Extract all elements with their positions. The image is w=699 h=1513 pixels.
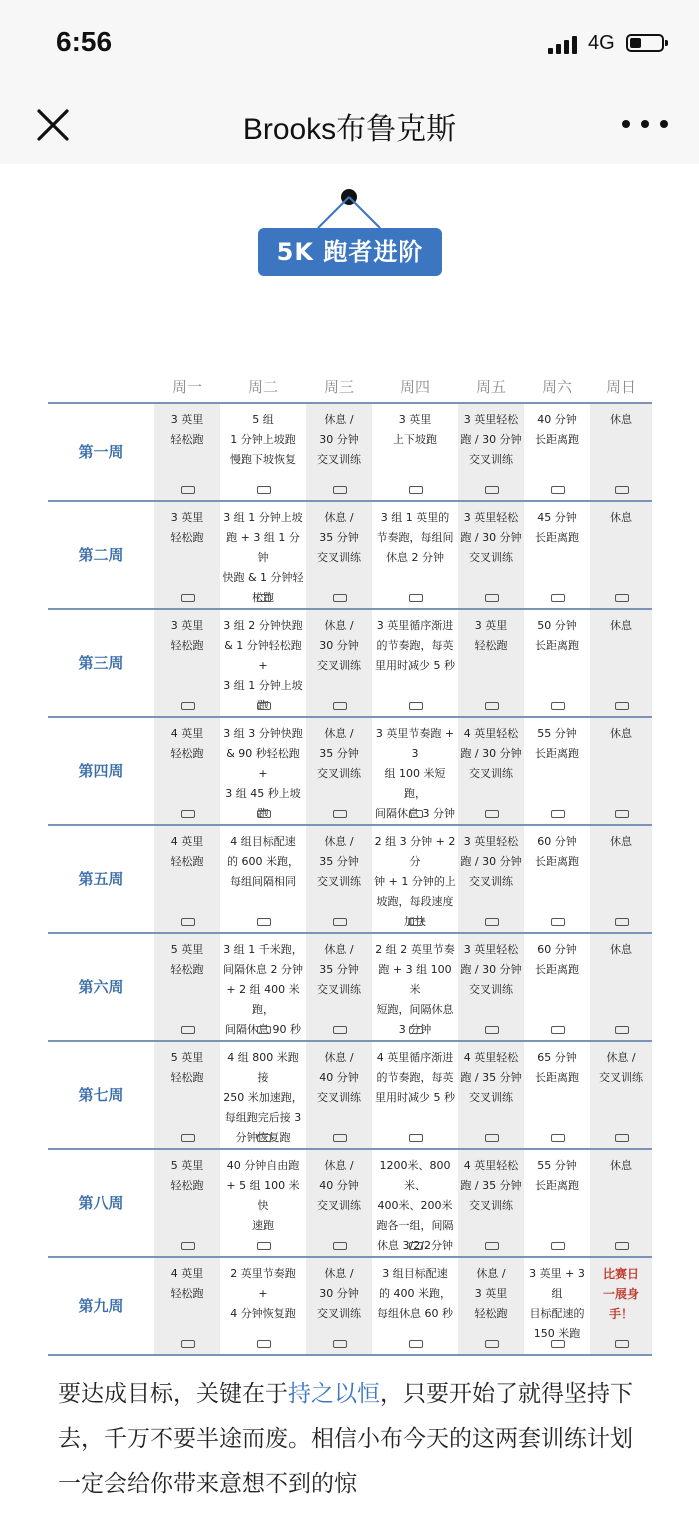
- checkbox-icon: [257, 1242, 271, 1250]
- header-day: 周一: [171, 377, 202, 396]
- plan-cell: [306, 1257, 372, 1355]
- header-day: 周五: [475, 377, 506, 396]
- plan-cell: [458, 403, 524, 501]
- plan-cell-text: 65 分钟 长距离跑: [535, 1051, 579, 1084]
- article-highlight: 持之以恒: [288, 1381, 380, 1407]
- checkbox-icon: [615, 1242, 629, 1250]
- more-dot-icon: [660, 120, 668, 128]
- checkbox-icon: [333, 486, 347, 494]
- plan-cell: [590, 1257, 652, 1355]
- plan-cell: [458, 1041, 524, 1149]
- checkbox-icon: [485, 1134, 499, 1142]
- plan-cell-text: 休息 / 40 分钟 交叉训练: [317, 1159, 361, 1212]
- plan-cell-text: 5 英里 轻松跑: [170, 943, 204, 976]
- plan-cell-text: 3 英里轻松 跑 / 30 分钟 交叉训练: [460, 413, 522, 466]
- plan-cell-text: 4 英里 轻松跑: [170, 1267, 204, 1300]
- checkbox-icon: [333, 810, 347, 818]
- plan-cell: [154, 717, 220, 825]
- plan-cell-text: 2 英里节奏跑 + 4 分钟恢复跑: [230, 1267, 296, 1320]
- plan-cell-text: 休息 / 35 分钟 交叉训练: [317, 511, 361, 564]
- checkbox-icon: [615, 1340, 629, 1348]
- plan-cell: [524, 933, 590, 1041]
- checkbox-icon: [181, 702, 195, 710]
- plan-cell-text: 3 英里轻松 跑 / 30 分钟 交叉训练: [460, 943, 522, 996]
- plan-cell-text: 5 英里 轻松跑: [170, 1159, 204, 1192]
- plan-cell: [154, 1041, 220, 1149]
- plan-cell: [220, 403, 306, 501]
- header-day: 周三: [323, 377, 354, 396]
- plan-cell: [458, 1149, 524, 1257]
- plan-cell: [458, 825, 524, 933]
- plan-cell-text: 40 分钟 长距离跑: [535, 413, 579, 446]
- article-text: 要达成目标，关键在于: [58, 1381, 288, 1407]
- plan-cell: [372, 501, 458, 609]
- plan-cell: [590, 1149, 652, 1257]
- plan-cell: [372, 933, 458, 1041]
- plan-cell-text: 3 英里循序渐进 的节奏跑，每英 里用时减少 5 秒: [375, 619, 455, 672]
- checkbox-icon: [485, 594, 499, 602]
- checkbox-icon: [485, 810, 499, 818]
- plan-cell-text: 4 英里轻松 跑 / 35 分钟 交叉训练: [460, 1159, 522, 1212]
- checkbox-icon: [615, 918, 629, 926]
- plan-cell: [154, 933, 220, 1041]
- signal-icon: [548, 36, 578, 54]
- plan-cell: [372, 1149, 458, 1257]
- checkbox-icon: [485, 1242, 499, 1250]
- plan-cell: [220, 501, 306, 609]
- plan-cell-text: 55 分钟 长距离跑: [535, 1159, 579, 1192]
- plan-cell-text: 4 英里 轻松跑: [170, 835, 204, 868]
- plan-cell-text: 3 组 2 分钟快跑 & 1 分钟轻松跑 + 3 组 1 分钟上坡 跑: [223, 619, 303, 712]
- plan-cell-text: 4 组目标配速 的 600 米跑， 每组间隔相同: [227, 835, 299, 888]
- plan-cell-text: 休息 / 3 英里 轻松跑: [474, 1267, 508, 1320]
- plan-cell: [524, 609, 590, 717]
- checkbox-icon: [181, 594, 195, 602]
- plan-cell: [590, 609, 652, 717]
- checkbox-icon: [333, 1026, 347, 1034]
- checkbox-icon: [409, 918, 423, 926]
- plan-cell: [154, 403, 220, 501]
- plan-cell-text: 休息 / 35 分钟 交叉训练: [317, 943, 361, 996]
- plan-cell: [154, 1149, 220, 1257]
- plan-cell-text: 3 英里 轻松跑: [170, 619, 204, 652]
- table-row: [48, 403, 652, 501]
- checkbox-icon: [257, 918, 271, 926]
- checkbox-icon: [551, 594, 565, 602]
- plan-cell: [306, 933, 372, 1041]
- checkbox-icon: [181, 918, 195, 926]
- week-label: 第三周: [78, 654, 124, 672]
- plan-cell-text: 2 组 3 分钟 + 2 分 钟 + 1 分钟的上 坡跑，每段速度 加快: [374, 835, 456, 928]
- checkbox-icon: [409, 702, 423, 710]
- table-row: [48, 609, 652, 717]
- plan-cell-text: 50 分钟 长距离跑: [535, 619, 579, 652]
- plan-cell: [372, 717, 458, 825]
- plan-cell-text: 1200米、800米、 400米、200米 跑各一组，间隔 休息 3/2/2分钟: [376, 1159, 454, 1252]
- plan-cell: [458, 501, 524, 609]
- checkbox-icon: [485, 1026, 499, 1034]
- checkbox-icon: [257, 810, 271, 818]
- header-corner: [48, 370, 154, 403]
- checkbox-icon: [615, 594, 629, 602]
- week-label: 第一周: [78, 443, 124, 461]
- badge-connector-icon: [0, 186, 699, 230]
- plan-cell: [458, 609, 524, 717]
- plan-cell-text: 60 分钟 长距离跑: [535, 943, 579, 976]
- plan-cell-text: 4 英里轻松 跑 / 30 分钟 交叉训练: [460, 727, 522, 780]
- article-paragraph: [58, 1372, 648, 1507]
- header-day: 周六: [541, 377, 572, 396]
- checkbox-icon: [181, 1134, 195, 1142]
- plan-cell: [306, 1149, 372, 1257]
- checkbox-icon: [551, 1242, 565, 1250]
- plan-cell-text: 3 英里节奏跑 + 3 组 100 米短跑， 间隔休息 3 分钟: [375, 727, 455, 820]
- plan-cell: [372, 1041, 458, 1149]
- plan-cell: [154, 1257, 220, 1355]
- article-text: ，只要开始了就得坚持下去，千万不要半途而废。相信小布今天的这两套训练计划一定会给你带来意想不到的惊: [58, 1381, 633, 1497]
- checkbox-icon: [409, 1242, 423, 1250]
- plan-cell: [154, 825, 220, 933]
- more-dot-icon: [641, 120, 649, 128]
- plan-cell-text: 休息 / 30 分钟 交叉训练: [317, 619, 361, 672]
- plan-cell: [306, 609, 372, 717]
- status-time: 6:56: [56, 26, 113, 57]
- checkbox-icon: [551, 1340, 565, 1348]
- checkbox-icon: [333, 1340, 347, 1348]
- plan-cell: [306, 403, 372, 501]
- checkbox-icon: [181, 1026, 195, 1034]
- plan-cell-text: 3 组 1 英里的 节奏跑，每组间 休息 2 分钟: [376, 511, 454, 564]
- plan-cell-text: 休息 / 30 分钟 交叉训练: [317, 1267, 361, 1320]
- checkbox-icon: [333, 594, 347, 602]
- plan-cell-text: 3 英里轻松 跑 / 30 分钟 交叉训练: [460, 511, 522, 564]
- plan-cell-text: 休息: [610, 1159, 632, 1172]
- checkbox-icon: [257, 486, 271, 494]
- section-header: [0, 186, 699, 286]
- checkbox-icon: [551, 702, 565, 710]
- plan-cell-text: 3 英里轻松 跑 / 30 分钟 交叉训练: [460, 835, 522, 888]
- checkbox-icon: [615, 486, 629, 494]
- checkbox-icon: [181, 1340, 195, 1348]
- table-row: [48, 825, 652, 933]
- checkbox-icon: [409, 486, 423, 494]
- plan-cell-text: 休息: [610, 727, 632, 740]
- plan-cell: [524, 1257, 590, 1355]
- table-row: [48, 717, 652, 825]
- plan-cell-text: 休息: [610, 835, 632, 848]
- plan-cell: [590, 1041, 652, 1149]
- network-label: 4G: [588, 32, 615, 54]
- plan-cell-text: 3 英里 轻松跑: [474, 619, 508, 652]
- plan-cell-text: 4 英里 轻松跑: [170, 727, 204, 760]
- plan-cell: [524, 1149, 590, 1257]
- plan-cell: [220, 1149, 306, 1257]
- checkbox-icon: [615, 702, 629, 710]
- plan-cell: [372, 403, 458, 501]
- table-row: [48, 501, 652, 609]
- plan-cell-text: 4 英里轻松 跑 / 35 分钟 交叉训练: [460, 1051, 522, 1104]
- plan-cell: [372, 825, 458, 933]
- plan-cell-text: 休息: [610, 619, 632, 632]
- checkbox-icon: [257, 702, 271, 710]
- plan-cell: [524, 717, 590, 825]
- checkbox-icon: [181, 810, 195, 818]
- week-label: 第二周: [78, 546, 124, 564]
- plan-cell-text: 休息 / 交叉训练: [599, 1051, 643, 1084]
- training-plan-table: [48, 370, 652, 1356]
- plan-cell-text: 3 英里 + 3 组 目标配速的 150 米跑: [529, 1267, 585, 1340]
- plan-cell: [220, 609, 306, 717]
- plan-cell-text: 3 组目标配速 的 400 米跑， 每组休息 60 秒: [377, 1267, 453, 1320]
- table-header-row: [48, 370, 652, 403]
- checkbox-icon: [409, 1026, 423, 1034]
- checkbox-icon: [615, 1026, 629, 1034]
- plan-cell: [306, 717, 372, 825]
- checkbox-icon: [409, 810, 423, 818]
- checkbox-icon: [257, 1134, 271, 1142]
- plan-cell-text: 休息: [610, 943, 632, 956]
- header-day: 周二: [247, 377, 278, 396]
- week-label: 第四周: [78, 762, 124, 780]
- checkbox-icon: [551, 1026, 565, 1034]
- plan-cell-text: 60 分钟 长距离跑: [535, 835, 579, 868]
- plan-cell: [590, 825, 652, 933]
- plan-cell-text: 3 组 1 千米跑， 间隔休息 2 分钟 + 2 组 400 米跑， 间隔休息 90 秒: [223, 943, 303, 1036]
- plan-cell: [220, 1041, 306, 1149]
- plan-cell: [524, 1041, 590, 1149]
- checkbox-icon: [257, 1026, 271, 1034]
- plan-cell-text: 3 英里 上下坡跑: [393, 413, 437, 446]
- plan-cell: [154, 501, 220, 609]
- checkbox-icon: [333, 1134, 347, 1142]
- checkbox-icon: [551, 918, 565, 926]
- plan-cell-text: 5 英里 轻松跑: [170, 1051, 204, 1084]
- plan-cell-text: 45 分钟 长距离跑: [535, 511, 579, 544]
- plan-cell-text: 3 英里 轻松跑: [170, 511, 204, 544]
- plan-cell-text: 休息 / 30 分钟 交叉训练: [317, 413, 361, 466]
- week-label: 第八周: [78, 1194, 124, 1212]
- header-day: 周四: [399, 377, 430, 396]
- plan-cell: [220, 717, 306, 825]
- plan-cell-text: 4 组 800 米跑接 250 米加速跑， 每组跑完后接 3 分钟恢复跑: [223, 1051, 303, 1144]
- battery-icon: [626, 34, 664, 52]
- checkbox-icon: [485, 918, 499, 926]
- plan-cell-text: 40 分钟自由跑 + 5 组 100 米快 速跑: [226, 1159, 300, 1232]
- plan-cell-text: 休息: [610, 511, 632, 524]
- checkbox-icon: [333, 702, 347, 710]
- checkbox-icon: [181, 1242, 195, 1250]
- checkbox-icon: [257, 1340, 271, 1348]
- plan-cell-text: 3 组 1 分钟上坡 跑 + 3 组 1 分钟 快跑 & 1 分钟轻 松跑: [222, 511, 304, 604]
- plan-cell: [154, 609, 220, 717]
- plan-cell: [590, 403, 652, 501]
- more-dot-icon: [622, 120, 630, 128]
- plan-cell: [524, 825, 590, 933]
- table-row: [48, 1257, 652, 1355]
- more-button[interactable]: [622, 112, 668, 136]
- plan-cell: [372, 1257, 458, 1355]
- checkbox-icon: [181, 486, 195, 494]
- table-row: [48, 1041, 652, 1149]
- plan-cell-text: 5 组 1 分钟上坡跑 慢跑下坡恢复: [230, 413, 296, 466]
- week-label: 第九周: [78, 1297, 124, 1315]
- plan-cell-text: 3 组 3 分钟快跑 & 90 秒轻松跑 + 3 组 45 秒上坡跑: [223, 727, 303, 820]
- plan-cell-text: 2 组 2 英里节奏 跑 + 3 组 100 米 短跑，间隔休息 3 分钟: [375, 943, 455, 1036]
- checkbox-icon: [333, 918, 347, 926]
- plan-cell: [524, 403, 590, 501]
- checkbox-icon: [551, 486, 565, 494]
- plan-cell: [590, 501, 652, 609]
- checkbox-icon: [333, 1242, 347, 1250]
- week-label: 第七周: [78, 1086, 124, 1104]
- table-row: [48, 933, 652, 1041]
- plan-cell-text: 比赛日 一展身手！: [602, 1267, 639, 1321]
- week-label: 第五周: [78, 870, 124, 888]
- plan-cell: [306, 825, 372, 933]
- page-title: Brooks布鲁克斯: [242, 113, 457, 146]
- plan-cell: [458, 1257, 524, 1355]
- checkbox-icon: [485, 702, 499, 710]
- plan-cell: [306, 501, 372, 609]
- plan-cell: [306, 1041, 372, 1149]
- plan-cell-text: 休息 / 35 分钟 交叉训练: [317, 727, 361, 780]
- checkbox-icon: [257, 594, 271, 602]
- status-bar: [0, 0, 699, 88]
- plan-cell-text: 休息 / 35 分钟 交叉训练: [317, 835, 361, 888]
- plan-cell: [220, 1257, 306, 1355]
- plan-cell: [220, 933, 306, 1041]
- plan-cell: [590, 717, 652, 825]
- checkbox-icon: [615, 1134, 629, 1142]
- plan-cell: [590, 933, 652, 1041]
- checkbox-icon: [409, 594, 423, 602]
- plan-cell-text: 3 英里 轻松跑: [170, 413, 204, 446]
- checkbox-icon: [409, 1340, 423, 1348]
- plan-cell: [458, 717, 524, 825]
- plan-cell: [458, 933, 524, 1041]
- checkbox-icon: [485, 486, 499, 494]
- plan-cell-text: 55 分钟 长距离跑: [535, 727, 579, 760]
- table-row: [48, 1149, 652, 1257]
- plan-cell: [220, 825, 306, 933]
- plan-cell: [524, 501, 590, 609]
- checkbox-icon: [551, 810, 565, 818]
- plan-cell: [372, 609, 458, 717]
- week-label: 第六周: [78, 978, 124, 996]
- plan-cell-text: 休息 / 40 分钟 交叉训练: [317, 1051, 361, 1104]
- plan-cell-text: 休息: [610, 413, 632, 426]
- checkbox-icon: [409, 1134, 423, 1142]
- header-day: 周日: [605, 377, 636, 396]
- plan-cell-text: 4 英里循序渐进 的节奏跑，每英 里用时减少 5 秒: [375, 1051, 455, 1104]
- section-badge: 5K 跑者进阶: [258, 228, 442, 276]
- checkbox-icon: [485, 1340, 499, 1348]
- checkbox-icon: [551, 1134, 565, 1142]
- checkbox-icon: [615, 810, 629, 818]
